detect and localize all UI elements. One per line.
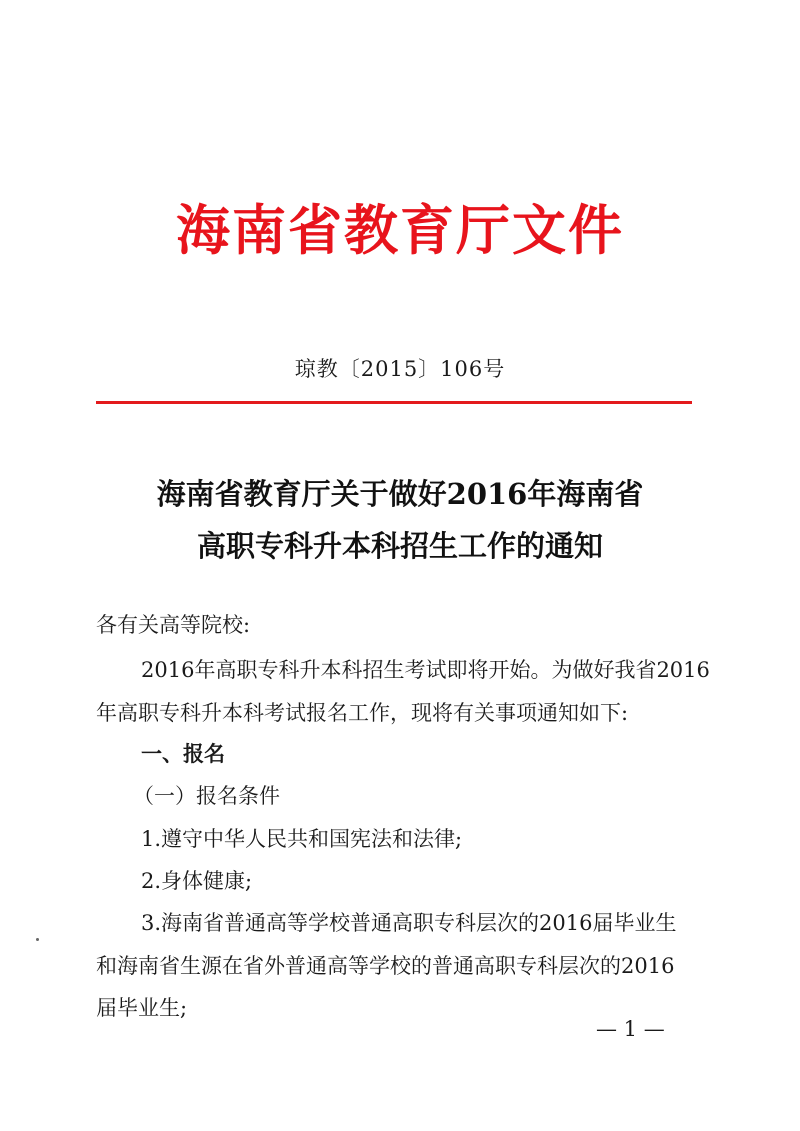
paragraph-1-line-2: 年高职专科升本科考试报名工作，现将有关事项通知如下: (96, 701, 629, 725)
paragraph-1-line-1: 2016年高职专科升本科招生考试即将开始。为做好我省2016 (141, 658, 710, 682)
document-number: 琼教〔2015〕106号 (294, 357, 506, 381)
list-item-3-line-3: 届毕业生; (96, 996, 188, 1020)
notice-title-line-1: 海南省教育厅关于做好2016年海南省 (156, 477, 644, 511)
list-item-3-line-2: 和海南省生源在省外普通高等学校的普通高职专科层次的2016 (96, 954, 675, 978)
notice-title (0, 468, 800, 572)
scan-speck (36, 938, 39, 941)
list-item-2: 2.身体健康; (141, 869, 253, 893)
subsection-1-heading: （一）报名条件 (133, 784, 280, 808)
list-item-1: 1.遵守中华人民共和国宪法和法律; (141, 827, 463, 851)
list-item-3-line-1: 3.海南省普通高等学校普通高职专科层次的2016届毕业生 (141, 911, 677, 935)
page-number: — 1 — (596, 1017, 665, 1041)
notice-title-line-2: 高职专科升本科招生工作的通知 (196, 529, 603, 563)
agency-document-header: 海南省教育厅文件 (176, 198, 624, 262)
red-separator-rule (96, 401, 692, 404)
section-1-heading: 一、报名 (141, 741, 225, 766)
salutation: 各有关高等院校: (96, 613, 251, 637)
